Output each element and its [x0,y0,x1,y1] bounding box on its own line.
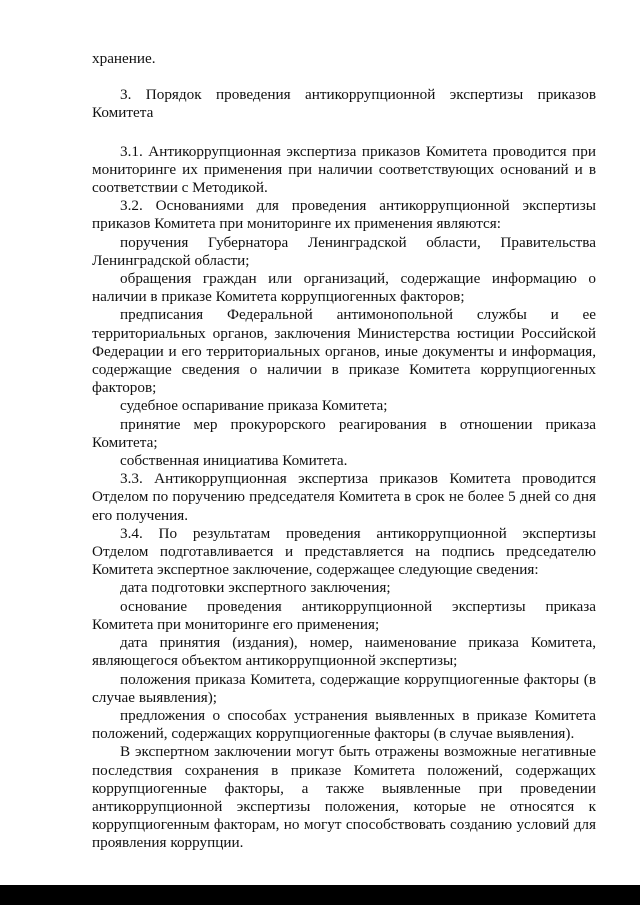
list-item-court: судебное оспаривание приказа Комитета; [120,397,388,415]
scan-bottom-border [0,885,640,905]
list-item-prosecutor: принятие мер прокурорского реагирования в отношении приказа Комитета; [92,415,596,451]
document-page [92,50,596,853]
paragraph-final: В экспертном заключении могут быть отражены возможные негативные последствия сохранения в приказе Комитета положений, содержащих коррупциогенные факторы, а также выявленные при проведении антикоррупционной экспертизы положения, которые не относятся к коррупциогенным факторам, но могут способствовать созданию условий для проявления коррупции. [92,743,596,852]
paragraph-3-1: 3.1. Антикоррупционная экспертиза приказов Комитета проводится при мониторинге их применения при наличии соответствующих оснований и в соответствии с Методикой. [92,142,596,197]
paragraph-continuation: хранение. [92,50,156,67]
section-heading: 3. Порядок проведения антикоррупционной экспертизы приказов Комитета [92,86,596,122]
list-item-proposals: предложения о способах устранения выявленных в приказе Комитета положений, содержащих коррупциогенные факторы (в случае выявления). [92,706,596,743]
paragraph-3-3: 3.3. Антикоррупционная экспертиза приказов Комитета проводится Отделом по поручению председателя Комитета в срок не более 5 дней со дня его получения. [92,470,596,524]
list-item-governor: поручения Губернатора Ленинградской области, Правительства Ленинградской области; [92,233,596,269]
list-item-appeals: обращения граждан или организаций, содержащие информацию о наличии в приказе Комитета коррупциогенных факторов; [92,270,596,306]
list-item-initiative: собственная инициатива Комитета. [120,452,348,470]
list-item-date: дата подготовки экспертного заключения; [120,579,391,597]
list-item-basis: основание проведения антикоррупционной экспертизы приказа Комитета при мониторинге его применения; [92,597,596,633]
list-item-provisions: положения приказа Комитета, содержащие коррупциогенные факторы (в случае выявления); [92,670,596,706]
paragraph-3-4: 3.4. По результатам проведения антикоррупционной экспертизы Отделом подготавливается и представляется на подпись председателю Комитета экспертное заключение, содержащее следующие сведения: [92,524,596,579]
list-item-order-details: дата принятия (издания), номер, наименование приказа Комитета, являющегося объектом антикоррупционной экспертизы; [92,634,596,670]
paragraph-3-2: 3.2. Основаниями для проведения антикоррупционной экспертизы приказов Комитета при мониторинге их применения являются: [92,197,596,233]
list-item-prescriptions: предписания Федеральной антимонопольной службы и ее территориальных органов, заключения Министерства юстиции Российской Федерации и его территориальных органов, иные документы и информация, содержащие сведения о наличии в приказе Комитета коррупциогенных факторов; [92,306,596,397]
